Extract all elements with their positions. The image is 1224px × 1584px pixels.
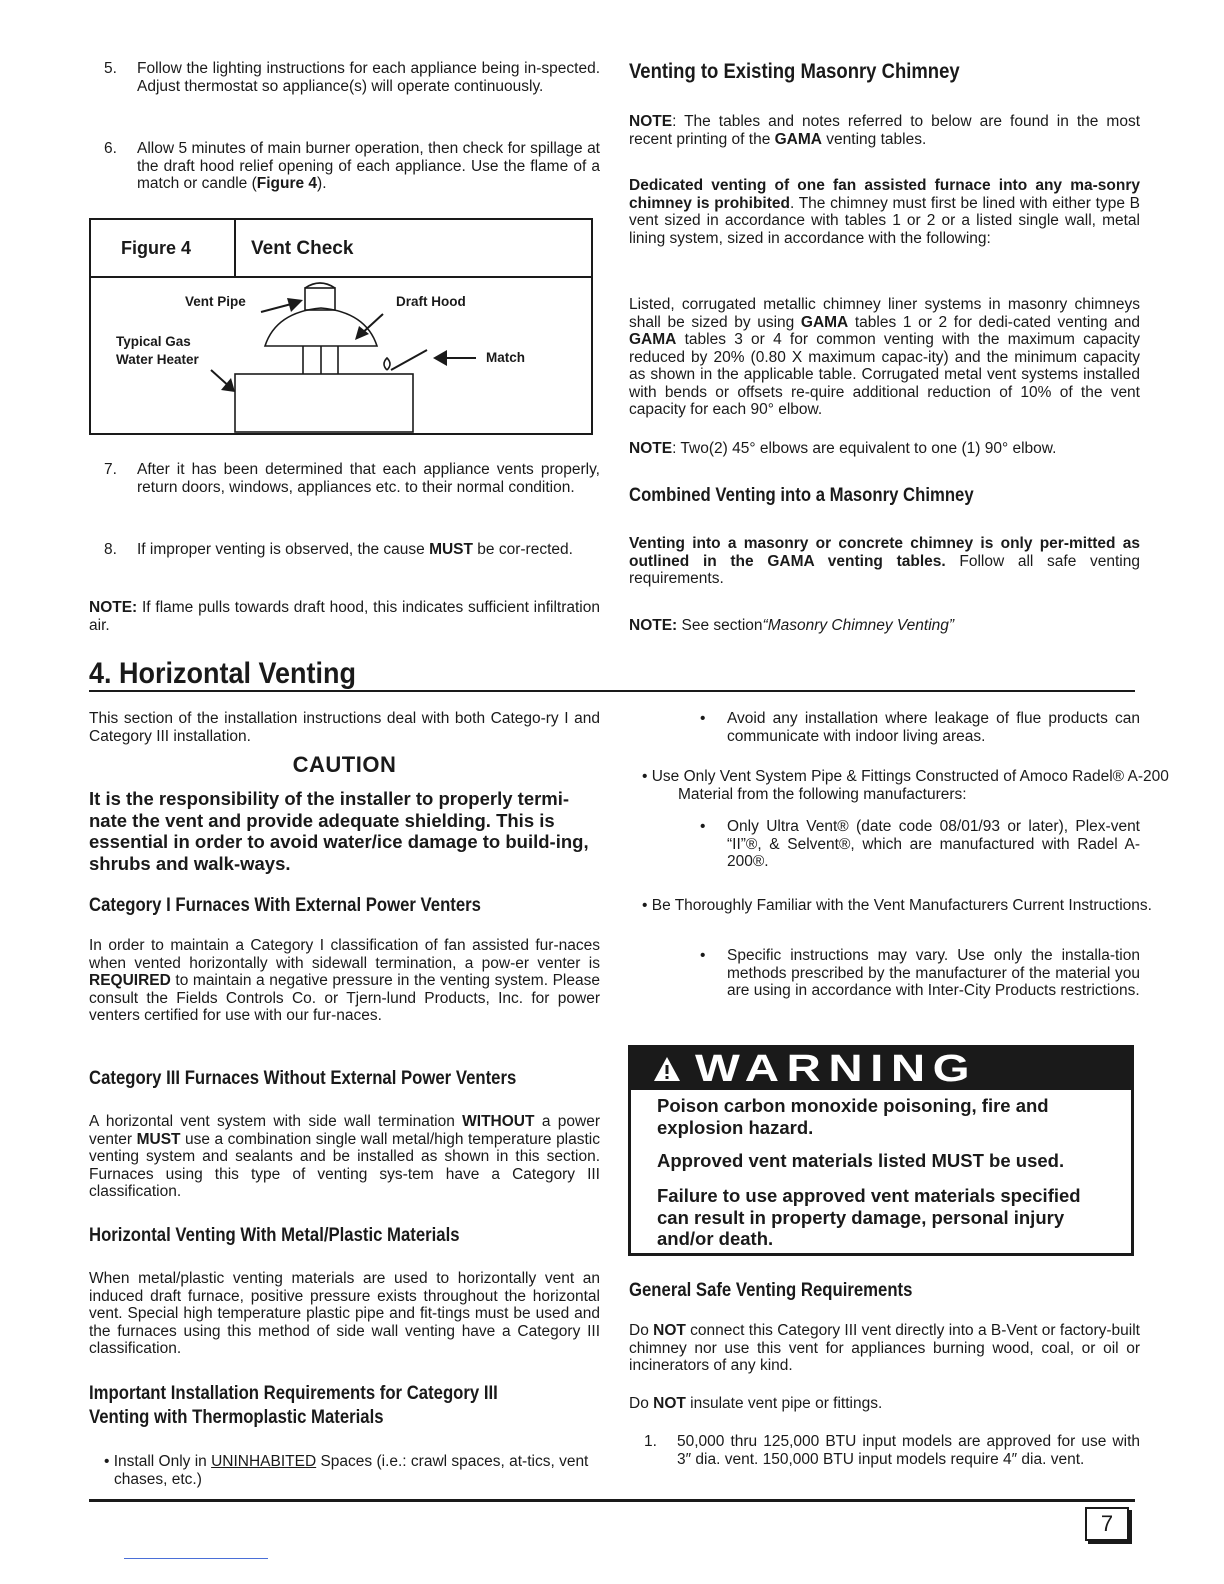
combined-venting-heading: Combined Venting into a Masonry Chimney xyxy=(629,485,974,506)
gsv-item-1-text: 50,000 thru 125,000 BTU input models are approved for use with 3″ dia. vent. 150,000 BTU input models require 4″ dia. vent. xyxy=(677,1433,1140,1468)
step-7-text: After it has been determined that each appliance vents properly, return doors, windows, appliances etc. to their normal condition. xyxy=(137,461,600,496)
match-flame xyxy=(384,358,390,370)
metal-plastic-heading: Horizontal Venting With Metal/Plastic Materials xyxy=(89,1225,460,1246)
category-1-paragraph: In order to maintain a Category I classification of fan assisted fur-naces when vented horizontally with sidewall termination, a pow-er venter is REQUIRED to maintain a negative pressure in the venting system. Please consult the Fields Controls Co. or Tjern-lund Products, Inc. for power venters certified for use with our fur-naces. xyxy=(89,937,600,1024)
step-8 xyxy=(104,541,600,559)
caution-title: CAUTION xyxy=(292,752,397,777)
step-6-number: 6. xyxy=(104,140,117,157)
figure-reference: Figure 4 xyxy=(256,175,318,192)
warning-banner xyxy=(631,1048,1131,1090)
page-number: 7 xyxy=(1100,1511,1114,1536)
bullet-use-only-pipe: • Use Only Vent System Pipe & Fittings Constructed of Amoco Radel® A-200 Material from the following manufacturers: xyxy=(642,768,1169,803)
general-safe-venting-heading: General Safe Venting Requirements xyxy=(629,1280,913,1301)
step-5-number: 5. xyxy=(104,60,117,77)
important-requirements-heading-line2: Venting with Thermoplastic Materials xyxy=(89,1407,384,1428)
bullet-avoid: • Avoid any installation where leakage of flue products can communicate with indoor living areas. xyxy=(700,710,1140,745)
category-3-heading: Category III Furnaces Without External Power Venters xyxy=(89,1068,517,1089)
category-3-paragraph: A horizontal vent system with side wall termination WITHOUT a power venter MUST use a combination single wall metal/high temperature plastic venting system and sealants and be installed as shown in this section. Furnaces using this type of venting sys-tem have a Category III classification. xyxy=(89,1113,600,1200)
figure-title: Vent Check xyxy=(251,238,354,259)
figure-header-vertical-divider xyxy=(234,220,236,277)
masonry-section-note: NOTE: See section“Masonry Chimney Venting” xyxy=(629,617,955,634)
gsv-paragraph-1: Do NOT connect this Category III vent directly into a B-Vent or factory-built chimney nor use this vent for appliances burning wood, coal, or oil or incinerators of any kind. xyxy=(629,1322,1140,1374)
step-7-number: 7. xyxy=(104,461,117,478)
bullet-dot: • xyxy=(700,947,706,964)
section-title: 4. Horizontal Venting xyxy=(89,657,357,690)
bullet-dot: • xyxy=(700,818,706,835)
footer-rule xyxy=(89,1499,1135,1502)
match-stick xyxy=(391,350,427,370)
bullet-only-ultra-vent: • Only Ultra Vent® (date code 08/01/93 or later), Plex-vent “II”®, & Selvent®, which are manufactured with Radel A-200®. xyxy=(700,818,1140,870)
gsv-item-1-number: 1. xyxy=(644,1433,657,1450)
warning-line-2: Approved vent materials listed MUST be used. xyxy=(657,1150,1065,1171)
vent-check-diagram xyxy=(91,278,591,433)
step-5 xyxy=(104,60,600,95)
bullet-dot: • xyxy=(700,710,706,727)
page-number-box xyxy=(1085,1507,1129,1541)
step-8-number: 8. xyxy=(104,541,117,558)
masonry-chimney-heading: Venting to Existing Masonry Chimney xyxy=(629,60,960,83)
flame-note: NOTE: If flame pulls towards draft hood, this indicates sufficient infiltration air. xyxy=(89,599,600,634)
category-1-heading: Category I Furnaces With External Power Venters xyxy=(89,895,481,916)
caution-text: It is the responsibility of the installer to properly termi-nate the vent and provide adequate shielding. This is essential in order to avoid water/ice damage to build-ing, shrubs and walk-ways. xyxy=(89,788,589,874)
label-heater-line1: Typical Gas xyxy=(116,334,191,349)
section-title-rule xyxy=(89,690,1135,692)
bullet-install-uninhabited: • Install Only in UNINHABITED Spaces (i.e.: crawl spaces, at-tics, vent chases, etc.) xyxy=(104,1453,589,1488)
section-intro: This section of the installation instructions deal with both Catego-ry I and Category III installation. xyxy=(89,710,600,745)
corrugated-liner-paragraph: Listed, corrugated metallic chimney liner systems in masonry chimneys shall be sized by using GAMA tables 1 or 2 for dedi-cated venting and GAMA tables 3 or 4 for common venting with the maximum capacity reduced by 20% (0.80 X maximum capac-ity) and the minimum capacity as shown in the applicable table. Corrugated metal vent systems installed with bends or offsets re-quire additional reduction of 10% of the vent capacity for each 90° elbow. xyxy=(629,296,1140,418)
bullet-familiar: • Be Thoroughly Familiar with the Vent Manufacturers Current Instructions. xyxy=(642,897,1152,914)
step-8-text: If improper venting is observed, the cause MUST be cor-rected. xyxy=(137,541,573,558)
footer-blue-line xyxy=(124,1558,268,1559)
label-heater-line2: Water Heater xyxy=(116,352,199,367)
gsv-paragraph-2: Do NOT insulate vent pipe or fittings. xyxy=(629,1395,883,1412)
metal-plastic-paragraph: When metal/plastic venting materials are used to horizontally vent an induced draft furnace, positive pressure exists throughout the horizontal vent. Special high temperature plastic pipe and fit-tings must be used and the furnaces using this method of side wall venting have a Category III classification. xyxy=(89,1270,600,1357)
combined-venting-paragraph: Venting into a masonry or concrete chimney is only per-mitted as outlined in the GAMA venting tables. Follow all safe venting requirements. xyxy=(629,535,1140,587)
figure-number: Figure 4 xyxy=(121,238,192,258)
label-draft-hood: Draft Hood xyxy=(396,294,466,309)
vent-pipe xyxy=(305,288,335,310)
bullet-specific-instructions: • Specific instructions may vary. Use only the installa-tion methods prescribed by the manufacturer of the material you are using in accordance with Inter-City Products restrictions. xyxy=(700,947,1140,999)
warning-triangle-icon xyxy=(653,1056,681,1082)
warning-box xyxy=(628,1045,1134,1256)
step-5-text: Follow the lighting instructions for each appliance being in-spected. Adjust thermostat so appliance(s) will operate continuously. xyxy=(137,60,600,95)
water-heater-body xyxy=(235,374,413,432)
figure-4-box xyxy=(89,218,593,435)
gsv-item-1 xyxy=(644,1433,1140,1468)
step-7 xyxy=(104,461,600,496)
label-match: Match xyxy=(486,350,526,365)
step-6 xyxy=(104,140,600,193)
warning-line-3: Failure to use approved vent materials specified can result in property damage, personal injury and/or death. xyxy=(657,1185,1081,1249)
warning-line-1: Poison carbon monoxide poisoning, fire and explosion hazard. xyxy=(657,1095,1049,1138)
gama-tables-note: NOTE: The tables and notes referred to below are found in the most recent printing of the GAMA venting tables. xyxy=(629,113,1140,148)
arrowhead-match xyxy=(433,350,447,366)
warning-title: WARNING xyxy=(695,1048,978,1090)
arrowhead-vent-pipe xyxy=(287,298,303,312)
dedicated-venting-paragraph: Dedicated venting of one fan assisted furnace into any ma-sonry chimney is prohibited. The chimney must first be lined with either type B vent sized in accordance with tables 1 or 2 or a listed single wall, metal lining system, sized in accordance with the following: xyxy=(629,177,1140,247)
important-requirements-heading-line1: Important Installation Requirements for Category III xyxy=(89,1383,498,1404)
label-vent-pipe: Vent Pipe xyxy=(185,294,246,309)
step-6-text: Allow 5 minutes of main burner operation, then check for spillage at the draft hood relief opening of each appliance. Use the flame of a match or candle (Figure 4). xyxy=(137,140,600,192)
elbow-note: NOTE: Two(2) 45° elbows are equivalent to one (1) 90° elbow. xyxy=(629,440,1057,457)
